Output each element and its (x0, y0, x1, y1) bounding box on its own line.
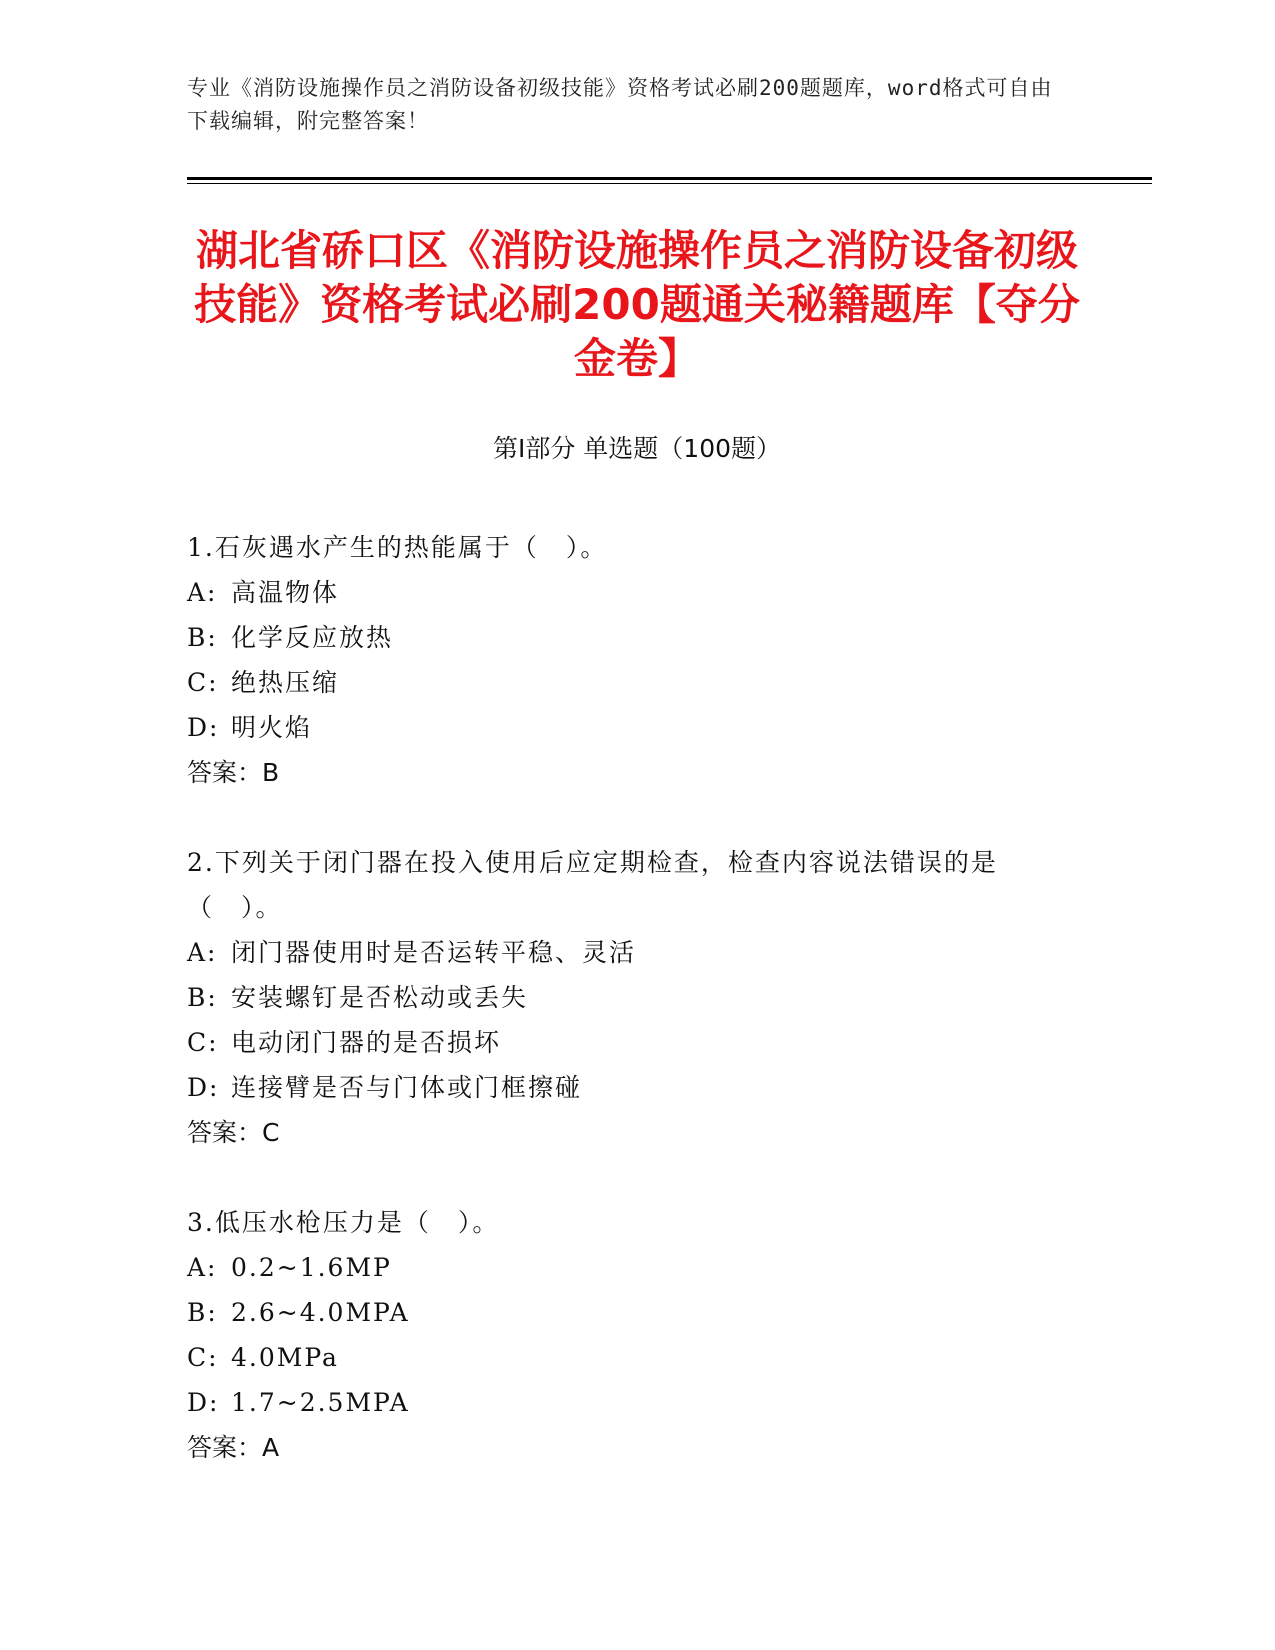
question-stem: 3.低压水枪压力是（ ）。 (187, 1208, 500, 1237)
option-b (187, 615, 1087, 660)
answer-value: A (262, 1433, 280, 1462)
option-b (187, 1290, 1087, 1335)
question-1 (187, 525, 1087, 795)
option-c (187, 660, 1087, 705)
header-divider-thin (187, 183, 1152, 184)
option-key: D: (187, 1388, 220, 1417)
option-key: D: (187, 1073, 220, 1102)
option-text: 安装螺钉是否松动或丢失 (231, 983, 529, 1012)
answer-label: 答案： (187, 1433, 263, 1462)
question-list (187, 525, 1087, 1515)
option-text: 0.2~1.6MP (231, 1253, 392, 1282)
header-note: 专业《消防设施操作员之消防设备初级技能》资格考试必刷200题题库，word格式可自由下载编辑，附完整答案！ (187, 76, 1053, 133)
answer-label: 答案： (187, 1118, 263, 1147)
option-a (187, 930, 1087, 975)
option-a (187, 570, 1087, 615)
option-d (187, 1065, 1087, 1110)
option-c (187, 1020, 1087, 1065)
option-text: 电动闭门器的是否损坏 (231, 1028, 502, 1057)
option-text: 明火焰 (231, 713, 313, 742)
option-text: 绝热压缩 (231, 668, 340, 697)
option-key: A: (187, 938, 218, 967)
section-title: 第Ⅰ部分 单选题（100题） (492, 434, 782, 463)
answer-value: B (262, 758, 280, 787)
option-key: B: (187, 1298, 218, 1327)
option-key: C: (187, 1343, 219, 1372)
answer-line (187, 1110, 1087, 1155)
option-b (187, 975, 1087, 1020)
option-text: 闭门器使用时是否运转平稳、灵活 (231, 938, 637, 967)
option-a (187, 1245, 1087, 1290)
option-key: B: (187, 623, 218, 652)
option-key: C: (187, 668, 219, 697)
option-text: 化学反应放热 (231, 623, 394, 652)
option-text: 2.6~4.0MPA (231, 1298, 410, 1327)
option-d (187, 705, 1087, 750)
option-c (187, 1335, 1087, 1380)
option-text: 1.7~2.5MPA (231, 1388, 410, 1417)
answer-label: 答案： (187, 758, 263, 787)
answer-line (187, 1425, 1087, 1470)
answer-value: C (262, 1118, 280, 1147)
question-stem: 1.石灰遇水产生的热能属于（ ）。 (187, 533, 608, 562)
document-title: 湖北省硚口区《消防设施操作员之消防设备初级技能》资格考试必刷200题通关秘籍题库【夺分金卷】 (194, 226, 1080, 383)
option-key: B: (187, 983, 218, 1012)
option-text: 4.0MPa (231, 1343, 339, 1372)
question-stem: 2.下列关于闭门器在投入使用后应定期检查，检查内容说法错误的是（ ）。 (187, 848, 998, 922)
option-d (187, 1380, 1087, 1425)
question-3 (187, 1200, 1087, 1470)
question-2 (187, 840, 1087, 1155)
header-divider-thick (187, 177, 1152, 180)
option-key: C: (187, 1028, 219, 1057)
option-text: 高温物体 (231, 578, 340, 607)
option-key: A: (187, 578, 218, 607)
option-text: 连接臂是否与门体或门框擦碰 (231, 1073, 583, 1102)
answer-line (187, 750, 1087, 795)
option-key: D: (187, 713, 220, 742)
option-key: A: (187, 1253, 218, 1282)
